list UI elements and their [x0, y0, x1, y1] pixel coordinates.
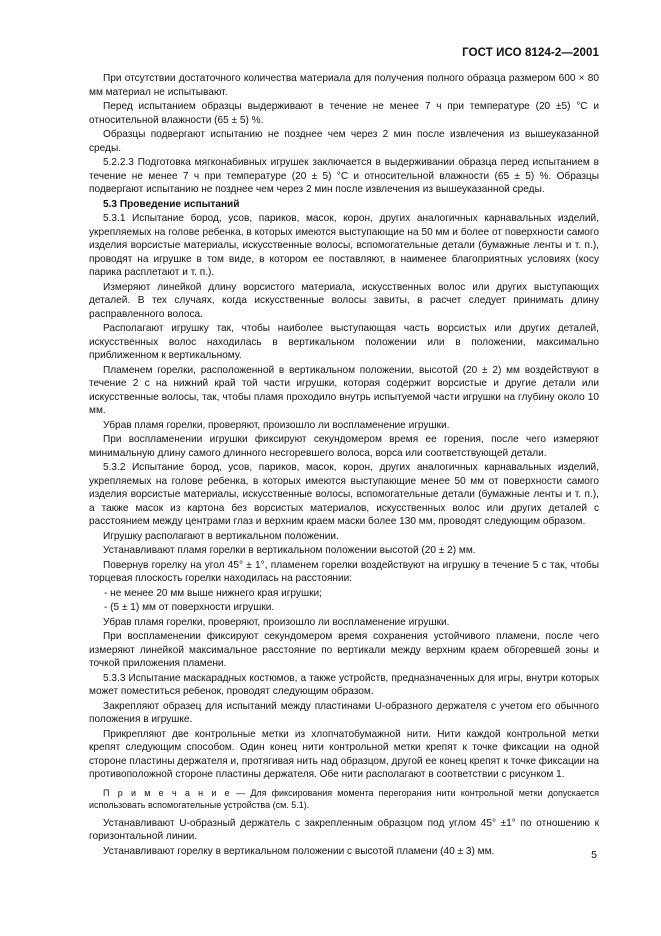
paragraph: Образцы подвергают испытанию не позднее чем через 2 мин после извлечения из вышеуказанной среды.	[89, 129, 599, 154]
paragraph: Измеряют линейкой длину ворсистого материала, искусственных волос или других выступающих деталей. В тех случаях, когда искусственные волосы завиты, в расчет следует принимать длину расправленного волоса.	[89, 281, 599, 320]
paragraph: Закрепляют образец для испытаний между пластинами U-образного держателя с учетом его обычного положения в игрушке.	[89, 700, 599, 725]
paragraph: Прикрепляют две контрольные метки из хлопчатобумажной нити. Нити каждой контрольной метки крепят следующим способом. Один конец нити контрольной метки крепят к точке фиксации на одной стороне пластины держателя и, протягивая нить над образцом, другой ее конец крепят к точке фиксации на противоположной стороне пластины держателя. Обе нити располагают в соответствии с рисунком 1.	[89, 728, 599, 780]
note-label: П р и м е ч а н и е	[103, 787, 232, 798]
paragraph: Устанавливают пламя горелки в вертикальном положении высотой (20 ± 2) мм.	[103, 545, 476, 556]
paragraph: Убрав пламя горелки, проверяют, произошло ли воспламенение игрушки.	[103, 419, 450, 431]
paragraph: 5.3.1 Испытание бород, усов, париков, масок, корон, других аналогичных карнавальных изделий, укрепляемых на голове ребенка, в которых имеются выступающие на 50 мм и более от поверхности самого изделия ворсистые материалы, искусственные волосы, вспомогательные детали (бумажные ленты и т. п.), проводят на игрушке в том виде, в котором ее поставляют, в наименее благоприятных условиях (косу парика расплетают и т. п.).	[89, 213, 599, 278]
paragraph: При воспламенении игрушки фиксируют секундомером время ее горения, после чего измеряют минимальную длину самого длинного несгоревшего волоса, ворса или соответствующей детали.	[89, 434, 599, 459]
paragraph: 5.3.2 Испытание бород, усов, париков, масок, корон, других аналогичных карнавальных изделий, укрепляемых на голове ребенка, в которых имеются выступающие менее 50 мм от поверхности самого изделия ворсистые материалы, искусственные волосы, вспомогательные детали (бумажные ленты и т. п.), а также масок из картона без ворсистых материалов, искусственных волос или других деталей с расстоянием между центрами глаз и верхним краем маски более 130 мм, проводят следующим образом.	[89, 462, 599, 527]
section-title: 5.3 Проведение испытаний	[103, 198, 240, 210]
paragraph: Пламенем горелки, расположенной в вертикальном положении, высотой (20 ± 2) мм воздействуют в течение 2 с на нижний край той части игрушки, которая содержит ворсистые и другие детали или искусственные волосы, так, чтобы пламя проходило внутрь испытуемой части игрушки на глубину около 10 мм.	[89, 364, 599, 416]
paragraph: Располагают игрушку так, чтобы наиболее выступающая часть ворсистых или других деталей, искусственных волос находилась в вертикальном положении или в положении, максимально приближенном к вертикальному.	[89, 323, 599, 361]
paragraph: 5.3.3 Испытание маскарадных костюмов, а также устройств, предназначенных для игры, внутри которых может поместиться ребенок, проводят следующим образом.	[89, 672, 599, 697]
paragraph: Устанавливают U-образный держатель с закрепленным образцом под углом 45° ±1° по отношению к горизонтальной линии.	[89, 817, 599, 842]
paragraph: - (5 ± 1) мм от поверхности игрушки.	[104, 602, 275, 613]
paragraph: При воспламенении фиксируют секундомером время сохранения устойчивого пламени, после чего измеряют линейкой максимальное расстояние по вертикали между верхним краем обгоревшей зоны и точкой приложения пламени.	[89, 631, 599, 669]
document-body	[89, 72, 599, 859]
page-number: 5	[591, 849, 597, 861]
paragraph: Перед испытанием образцы выдерживают в течение не менее 7 ч при температуре (20 ±5) °С и относительной влажности (65 ± 5) %.	[89, 101, 599, 126]
paragraph: Повернув горелку на угол 45° ± 1°, пламенем горелки воздействуют на игрушку в течение 5 с так, чтобы торцевая плоскость горелки находилась на расстоянии:	[89, 559, 599, 584]
paragraph: Убрав пламя горелки, проверяют, произошло ли воспламенение игрушки.	[103, 616, 450, 628]
paragraph: 5.2.2.3 Подготовка мягконабивных игрушек заключается в выдерживании образца перед испытанием в течение не менее 7 ч при температуре (20 ± 5) °С и относительной влажности (65 ± 5) %. Образцы подвергают испытанию не позднее чем через 2 мин после извлечения из вышеуказанной среды.	[89, 157, 599, 195]
paragraph: При отсутствии достаточного количества материала для получения полного образца размером 600 × 80 мм материал не испытывают.	[89, 73, 599, 98]
note-text: — Для фиксирования момента перегорания нити контрольной метки допускается использовать вспомогательные устройства (см. 5.1).	[89, 787, 599, 810]
paragraph: Игрушку располагают в вертикальном положении.	[103, 530, 339, 542]
paragraph: - не менее 20 мм выше нижнего края игрушки;	[104, 587, 322, 599]
paragraph: Устанавливают горелку в вертикальном положении с высотой пламени (40 ± 3) мм.	[103, 845, 495, 857]
note	[89, 787, 599, 811]
document-header: ГОСТ ИСО 8124-2—2001	[462, 47, 599, 59]
